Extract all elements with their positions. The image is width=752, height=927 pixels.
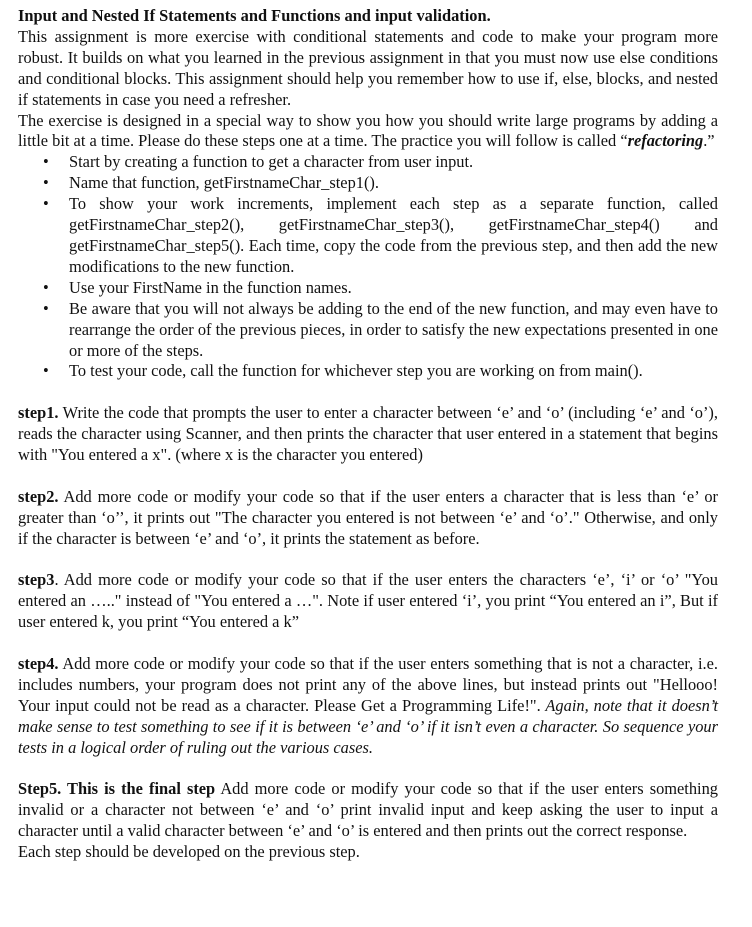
intro-p2-end: .” bbox=[703, 131, 715, 151]
bullet-icon: • bbox=[43, 298, 49, 318]
step3-paragraph bbox=[18, 570, 718, 633]
list-item-text: Start by creating a function to get a character from user input. bbox=[69, 152, 474, 172]
list-item-text: Use your FirstName in the function names. bbox=[69, 277, 352, 297]
list-item bbox=[18, 173, 718, 194]
step2-paragraph bbox=[18, 487, 718, 550]
list-item-text: To show your work increments, implement each step as a separate function, called getFirstnameChar_step2(), getFirstnameChar_step3(), getFirstnameChar_step4() and getFirstnameChar_step5(). Each time, copy the code from the previous step, and then add the new modifications to the new function. bbox=[69, 194, 718, 276]
intro-p2-text: The exercise is designed in a special way to show you how you should write large programs by adding a little bit at a time. Please do these steps one at a time. The practice you will follow is called “ bbox=[18, 110, 718, 151]
spacer bbox=[18, 466, 718, 487]
spacer bbox=[18, 633, 718, 654]
step1-text: Write the code that prompts the user to enter a character between ‘e’ and ‘o’ (including ‘e’ and ‘o’), reads the character using Scanner, and then prints the character that user entered in a statement that begins with "You entered a x". (where x is the character you entered) bbox=[18, 403, 718, 465]
list-item bbox=[18, 194, 718, 278]
step4-note: Again, note that it doesn’t make sense to test something to see if it is between ‘e’ and ‘o’ if it isn’t even a character. So sequence your tests in a logical order of ruling out the various cases. bbox=[18, 695, 718, 757]
list-item-text: Name that function, getFirstnameChar_step1(). bbox=[69, 173, 379, 193]
step2-text: Add more code or modify your code so that if the user enters a character that is less than ‘e’ or greater than ‘o’’, it prints out "The character you entered is not between ‘e’ and ‘o’." Otherwise, and only if the character is between ‘e’ and ‘o’, it prints the statement as before. bbox=[18, 486, 718, 548]
closing-note: Each step should be developed on the previous step. bbox=[18, 842, 360, 862]
step5-paragraph bbox=[18, 779, 718, 842]
spacer bbox=[18, 382, 718, 403]
step4-text: Add more code or modify your code so that if the user enters something that is not a character, i.e. includes numbers, your program does not print any of the above lines, but instead prints out "Hellooo! Your input could not be read as a character. Please Get a Programming Life!". bbox=[18, 654, 718, 715]
step4-label: step4. bbox=[18, 654, 59, 674]
list-item bbox=[18, 278, 718, 299]
step4-paragraph bbox=[18, 654, 718, 759]
intro-paragraph-2 bbox=[18, 111, 718, 153]
spacer bbox=[18, 759, 718, 780]
bullet-icon: • bbox=[43, 173, 49, 193]
step3-label: step3 bbox=[18, 570, 55, 590]
list-item bbox=[18, 299, 718, 362]
document-title: Input and Nested If Statements and Functions and input validation. bbox=[18, 6, 491, 25]
step5-label: Step5. This is the final step bbox=[18, 779, 216, 799]
bullet-icon: • bbox=[43, 361, 49, 381]
refactoring-term: refactoring bbox=[627, 131, 704, 151]
spacer bbox=[18, 550, 718, 571]
list-item-text: Be aware that you will not always be adding to the end of the new function, and may even have to rearrange the order of the previous pieces, in order to satisfy the new expectations presented in one or more of the steps. bbox=[69, 298, 718, 360]
intro-paragraph-1: This assignment is more exercise with conditional statements and code to make your program more robust. It builds on what you learned in the previous assignment in that you must now use else conditions and conditional blocks. This assignment should help you remember how to use if, else, blocks, and nested if statements in case you need a refresher. bbox=[18, 26, 718, 109]
step1-paragraph bbox=[18, 403, 718, 466]
step2-label: step2. bbox=[18, 486, 59, 506]
bullet-icon: • bbox=[43, 194, 49, 214]
step5-text: Add more code or modify your code so that if the user enters something invalid or a character not between ‘e’ and ‘o’ print invalid input and keep asking the user to input a character until a valid character between ‘e’ and ‘o’ is entered and then prints out the correct response. bbox=[18, 779, 718, 841]
step3-text: . Add more code or modify your code so that if the user enters the characters ‘e’, ‘i’ or ‘o’ "You entered an ….." instead of "You entered a …". Note if user entered ‘i’, you print “You entered an i”, But if user entered k, you print “You entered a k” bbox=[18, 570, 718, 632]
instructions-list bbox=[18, 152, 718, 382]
step1-label: step1. bbox=[18, 403, 59, 423]
bullet-icon: • bbox=[43, 277, 49, 297]
list-item-text: To test your code, call the function for whichever step you are working on from main(). bbox=[69, 361, 643, 381]
list-item bbox=[18, 152, 718, 173]
list-item bbox=[18, 361, 718, 382]
bullet-icon: • bbox=[43, 152, 49, 172]
